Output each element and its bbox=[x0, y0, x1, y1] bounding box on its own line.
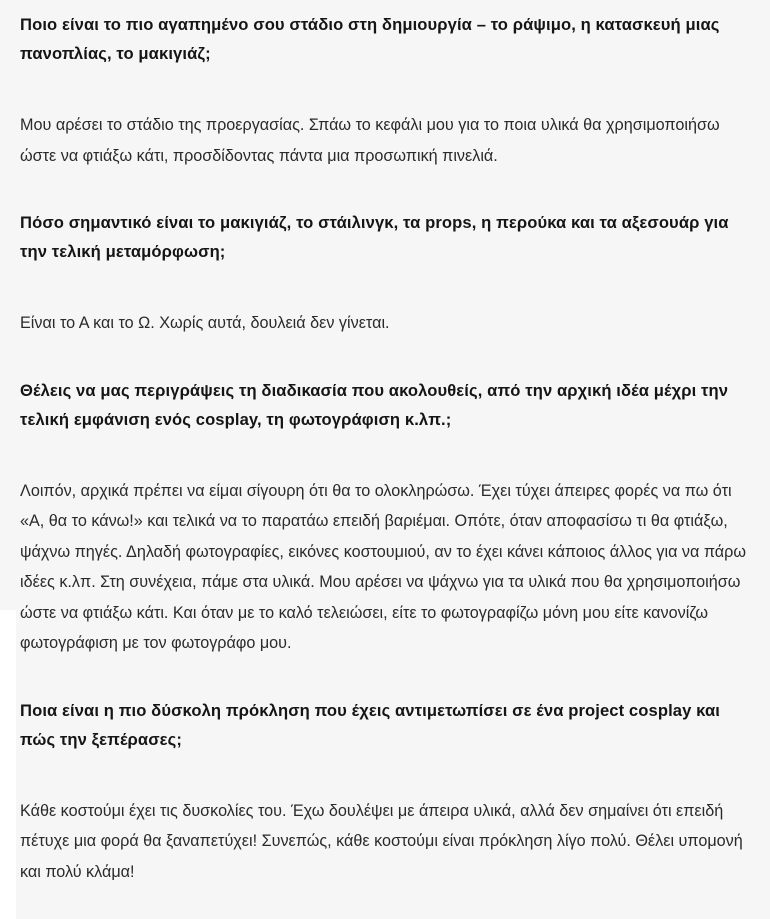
answer-3: Λοιπόν, αρχικά πρέπει να είμαι σίγουρη ότι θα το ολοκληρώσω. Έχει τύχει άπειρες φορές να πω ότι «Α, θα το κάνω!» και τελικά να το παρατάω επειδή βαριέμαι. Οπότε, όταν αποφασίσω τι θα φτιάξω, ψάχνω πηγές. Δηλαδή φωτογραφίες, εικόνες κοστουμιού, αν το έχει κάνει κάποιος άλλος για να πάρω ιδέες κ.λπ. Στη συνέχεια, πάμε στα υλικά. Μου αρέσει να ψάχνω για τα υλικά που θα χρησιμοποιήσω ώστε να φτιάξω κάτι. Και όταν με το καλό τελειώσει, είτε το φωτογραφίζω μόνη μου είτε κανονίζω φωτογράφιση με τον φωτογράφο μου. bbox=[20, 481, 747, 652]
answer-4: Κάθε κοστούμι έχει τις δυσκολίες του. Έχω δουλέψει με άπειρα υλικά, αλλά δεν σημαίνει ότι επειδή πέτυχε μια φορά θα ξαναπετύχει! Συνεπώς, κάθε κοστούμι είναι πρόκληση λίγο πολύ. Θέλει υπομονή και πολύ κλάμα! bbox=[20, 801, 743, 881]
question-4: Ποια είναι η πιο δύσκολη πρόκληση που έχεις αντιμετωπίσει σε ένα project cosplay και πώς την ξεπέρασες; bbox=[20, 700, 720, 749]
question-3: Θέλεις να μας περιγράψεις τη διαδικασία που ακολουθείς, από την αρχική ιδέα μέχρι την τελική εμφάνιση ενός cosplay, τη φωτογράφιση κ.λπ.; bbox=[20, 380, 729, 429]
answer-1: Μου αρέσει το στάδιο της προεργασίας. Σπάω το κεφάλι μου για το ποια υλικά θα χρησιμοποιήσω ώστε να φτιάξω κάτι, προσδίδοντας πάντα μια προσωπική πινελιά. bbox=[20, 116, 720, 165]
question-2: Πόσο σημαντικό είναι το μακιγιάζ, το στάιλινγκ, τα props, η περούκα και τα αξεσουάρ για την τελική μεταμόρφωση; bbox=[20, 213, 729, 261]
question-1: Ποιο είναι το πιο αγαπημένο σου στάδιο στη δημιουργία – το ράψιμο, η κατασκευή μιας πανοπλίας, το μακιγιάζ; bbox=[20, 15, 720, 63]
interview-content bbox=[20, 10, 758, 887]
answer-2: Είναι το Α και το Ω. Χωρίς αυτά, δουλειά δεν γίνεται. bbox=[20, 314, 390, 332]
